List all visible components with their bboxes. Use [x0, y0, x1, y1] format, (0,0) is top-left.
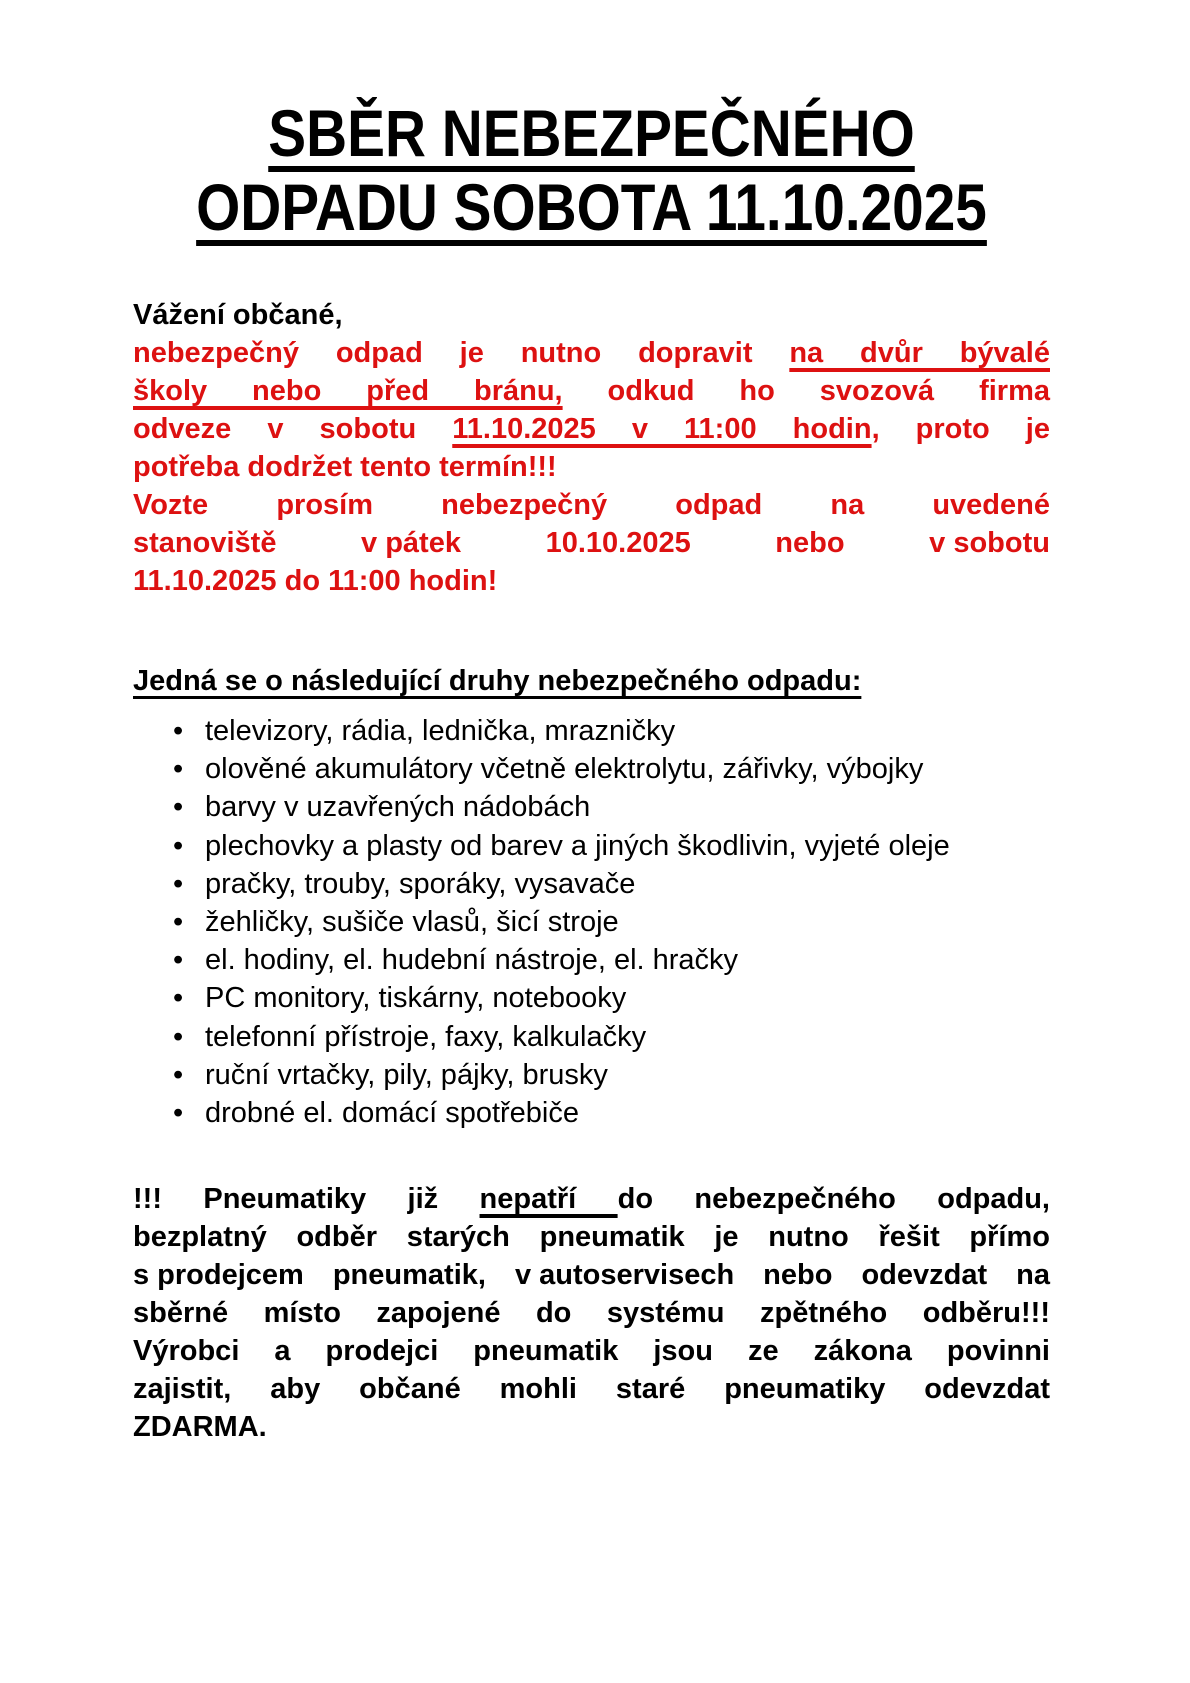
text-segment: v pátek [361, 527, 461, 559]
list-item: • žehličky, sušiče vlasů, šicí stroje [133, 903, 1050, 941]
text-segment: ZDARMA. [133, 1411, 267, 1444]
waste-list [133, 712, 1050, 1132]
red-notice-paragraph [133, 334, 1050, 600]
text-line [133, 1332, 1050, 1370]
underlined-text: na dvůr bývalé [789, 337, 1050, 369]
text-segment: do nebezpečného odpadu, [617, 1183, 1050, 1216]
title-line-2 [146, 170, 1038, 244]
list-item: • pračky, trouby, sporáky, vysavače [133, 865, 1050, 903]
text-line [133, 1408, 1050, 1446]
text-line [133, 562, 1050, 600]
title-line-1-text: SBĚR NEBEZPEČNÉHO [268, 96, 915, 170]
text-segment: potřeba dodržet tento termín!!! [133, 451, 557, 483]
text-segment: Vozte prosím nebezpečný odpad na uvedené [133, 489, 1050, 521]
text-segment: zajistit, aby občané mohli staré pneumatiky odevzdat [133, 1373, 1050, 1406]
text-line [133, 486, 1050, 524]
text-segment: 11.10.2025 do 11:00 hodin! [133, 565, 498, 597]
text-line [133, 524, 1050, 562]
text-segment: v autoservisech [514, 1259, 735, 1292]
text-line [133, 372, 1050, 410]
text-line [133, 1180, 1050, 1218]
underlined-text: nepatří [479, 1183, 618, 1216]
underlined-text: školy nebo před bránu, [133, 375, 563, 407]
text-segment: odkud ho svozová firma [562, 375, 1051, 407]
title-line-2-text: ODPADU SOBOTA 11.10.2025 [196, 170, 987, 244]
text-line [133, 410, 1050, 448]
text-segment: Výrobci a prodejci pneumatik jsou ze zákona povinni [133, 1335, 1050, 1368]
text-line [133, 1370, 1050, 1408]
page-title [146, 96, 1038, 244]
text-segment: nebo odevzdat na [734, 1259, 1050, 1292]
list-item: • drobné el. domácí spotřebiče [133, 1094, 1050, 1132]
list-item: • televizory, rádia, lednička, mrazničky [133, 712, 1050, 750]
text-segment: v sobotu [929, 527, 1050, 559]
list-item: • olověné akumulátory včetně elektrolytu, zářivky, výbojky [133, 750, 1050, 788]
text-segment: !!! Pneumatiky již [133, 1183, 480, 1216]
text-line [133, 448, 1050, 486]
text-segment: bezplatný odběr starých pneumatik je nutno řešit přímo [133, 1221, 1050, 1254]
underlined-text: 11.10.2025 v 11:00 hodin [452, 413, 872, 445]
text-line [133, 334, 1050, 372]
text-segment: stanoviště [133, 527, 362, 559]
list-item: • telefonní přístroje, faxy, kalkulačky [133, 1018, 1050, 1056]
text-line [133, 1294, 1050, 1332]
title-line-1 [146, 96, 1038, 170]
text-segment: nebezpečný odpad je nutno dopravit [133, 337, 790, 369]
salutation-text: Vážení občané, [133, 299, 343, 331]
list-item: • ruční vrtačky, pily, pájky, brusky [133, 1056, 1050, 1094]
text-segment: odveze v sobotu [133, 413, 453, 445]
text-segment: s prodejcem [133, 1259, 304, 1292]
waste-list-heading [133, 662, 1050, 700]
list-item: • plechovky a plasty od barev a jiných škodlivin, vyjeté oleje [133, 827, 1050, 865]
text-segment: 10.10.2025 nebo [460, 527, 930, 559]
tires-notice-paragraph [133, 1180, 1050, 1446]
text-segment: pneumatik, [303, 1259, 515, 1292]
text-segment: sběrné místo zapojené do systému zpětného odběru!!! [133, 1297, 1050, 1330]
list-item: • barvy v uzavřených nádobách [133, 788, 1050, 826]
text-line [133, 1218, 1050, 1256]
text-segment: , proto je [871, 413, 1050, 445]
waste-list-heading-text: Jedná se o následující druhy nebezpečného odpadu: [133, 665, 862, 697]
list-item: • PC monitory, tiskárny, notebooky [133, 979, 1050, 1017]
text-line [133, 1256, 1050, 1294]
list-item: • el. hodiny, el. hudební nástroje, el. hračky [133, 941, 1050, 979]
